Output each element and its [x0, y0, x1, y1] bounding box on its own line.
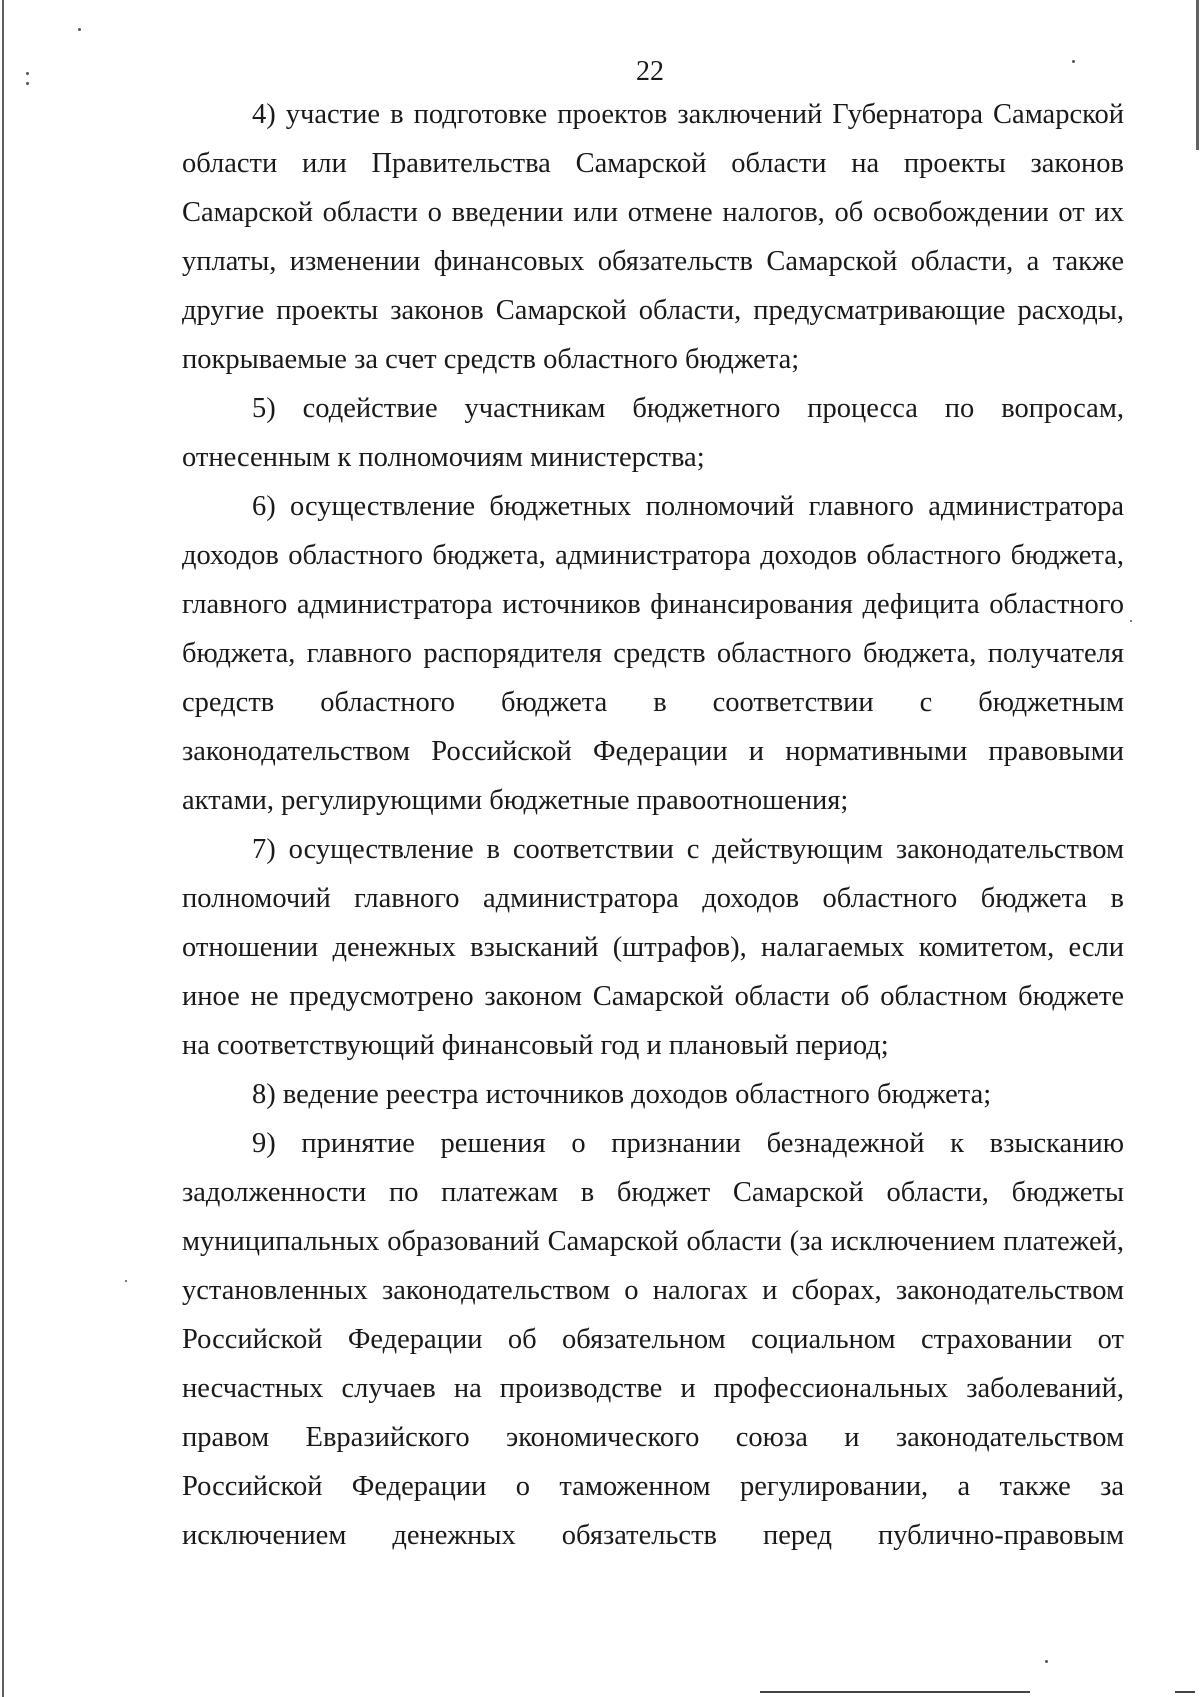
scan-speck — [78, 28, 81, 31]
paragraph-item-9: 9) принятие решения о признании безнадежной к взысканию задолженности по платежам в бюджет Самарской области, бюджеты муниципальных образований Самарской области (за исключением платежей, установленных законодательством о налогах и сборах, законодательством Российской Федерации об обязательном социальном страховании от несчастных случаев на производстве и профессиональных заболеваний, правом Евразийского экономического союза и законодательством Российской Федерации о таможенном регулировании, а также за исключением денежных обязательств перед публично-правовым — [182, 1128, 1124, 1551]
scan-speck — [1130, 620, 1132, 622]
scan-speck — [1045, 1660, 1048, 1663]
scan-speck — [26, 72, 29, 75]
scan-artifact-line — [760, 1691, 1030, 1693]
scan-edge-left — [2, 0, 4, 1697]
paragraph-item-8: 8) ведение реестра источников доходов областного бюджета; — [252, 1079, 992, 1110]
paragraph-item-5: 5) содействие участникам бюджетного процесса по вопросам, отнесенным к полномочиям министерства; — [182, 393, 1124, 473]
paragraph-item-7: 7) осуществление в соответствии с действующим законодательством полномочий главного администратора доходов областного бюджета в отношении денежных взысканий (штрафов), налагаемых комитетом, если иное не предусмотрено законом Самарской области об областном бюджете на соответствующий финансовый год и плановый период; — [182, 834, 1124, 1061]
document-body — [182, 90, 1124, 1560]
scan-speck — [125, 1280, 127, 1282]
paragraph-item-6: 6) осуществление бюджетных полномочий главного администратора доходов областного бюджета, администратора доходов областного бюджета, главного администратора источников финансирования дефицита областного бюджета, главного распорядителя средств областного бюджета, получателя средств областного бюджета в соответствии с бюджетным законодательством Российской Федерации и нормативными правовыми актами, регулирующими бюджетные правоотношения; — [182, 491, 1124, 816]
page-number: 22 — [636, 56, 664, 87]
paragraph-item-4: 4) участие в подготовке проектов заключений Губернатора Самарской области или Правительства Самарской области на проекты законов Самарской области о введении или отмене налогов, об освобождении от их уплаты, изменении финансовых обязательств Самарской области, а также другие проекты законов Самарской области, предусматривающие расходы, покрываемые за счет средств областного бюджета; — [182, 99, 1124, 375]
scan-speck — [26, 82, 29, 85]
scan-artifact-line — [1175, 1691, 1195, 1693]
scan-speck — [1072, 60, 1075, 63]
